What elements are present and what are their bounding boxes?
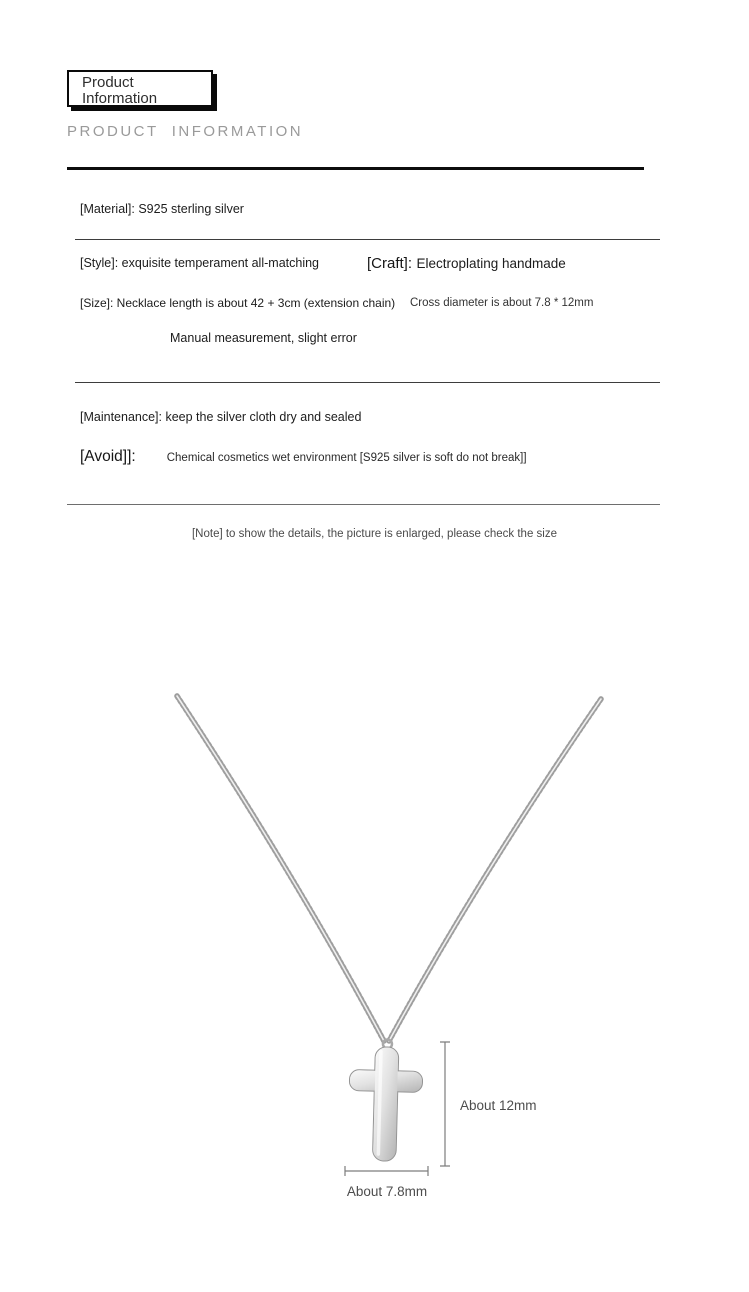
page-title: PRODUCT INFORMATION bbox=[67, 123, 304, 140]
avoid-value: Chemical cosmetics wet environment [S925 silver is soft do not break]] bbox=[166, 452, 527, 464]
maintenance-spec: [Maintenance]: keep the silver cloth dry and sealed bbox=[80, 410, 362, 424]
craft-value: Electroplating handmade bbox=[416, 256, 566, 271]
height-measure-label: About 12mm bbox=[460, 1098, 537, 1113]
style-spec: [Style]: exquisite temperament all-matching bbox=[80, 256, 319, 270]
enlarged-note: [Note] to show the details, the picture is enlarged, please check the size bbox=[191, 528, 557, 540]
craft-label: [Craft]: bbox=[367, 255, 413, 272]
divider-thick bbox=[67, 167, 644, 170]
divider-1 bbox=[75, 239, 660, 240]
width-measure-label: About 7.8mm bbox=[346, 1184, 428, 1199]
measurement-note: Manual measurement, slight error bbox=[170, 331, 357, 345]
chain-right-strand bbox=[389, 699, 601, 1041]
badge-label: Product Information bbox=[82, 74, 158, 107]
necklace-product-image bbox=[0, 650, 749, 1250]
divider-3 bbox=[67, 504, 660, 505]
cross-pendant bbox=[347, 1039, 423, 1162]
chain-left-strand bbox=[177, 696, 384, 1041]
width-measure-bracket bbox=[345, 1166, 428, 1176]
avoid-label: [Avoid]]: bbox=[80, 448, 136, 465]
divider-2 bbox=[75, 382, 660, 383]
avoid-spec bbox=[80, 448, 527, 466]
cross-diameter-spec: Cross diameter is about 7.8 * 12mm bbox=[410, 297, 594, 309]
product-info-badge bbox=[67, 70, 213, 107]
craft-spec bbox=[367, 255, 566, 273]
size-spec: [Size]: Necklace length is about 42 + 3cm (extension chain) bbox=[80, 296, 396, 310]
material-spec: [Material]: S925 sterling silver bbox=[80, 202, 244, 216]
height-measure-bracket bbox=[440, 1042, 450, 1166]
